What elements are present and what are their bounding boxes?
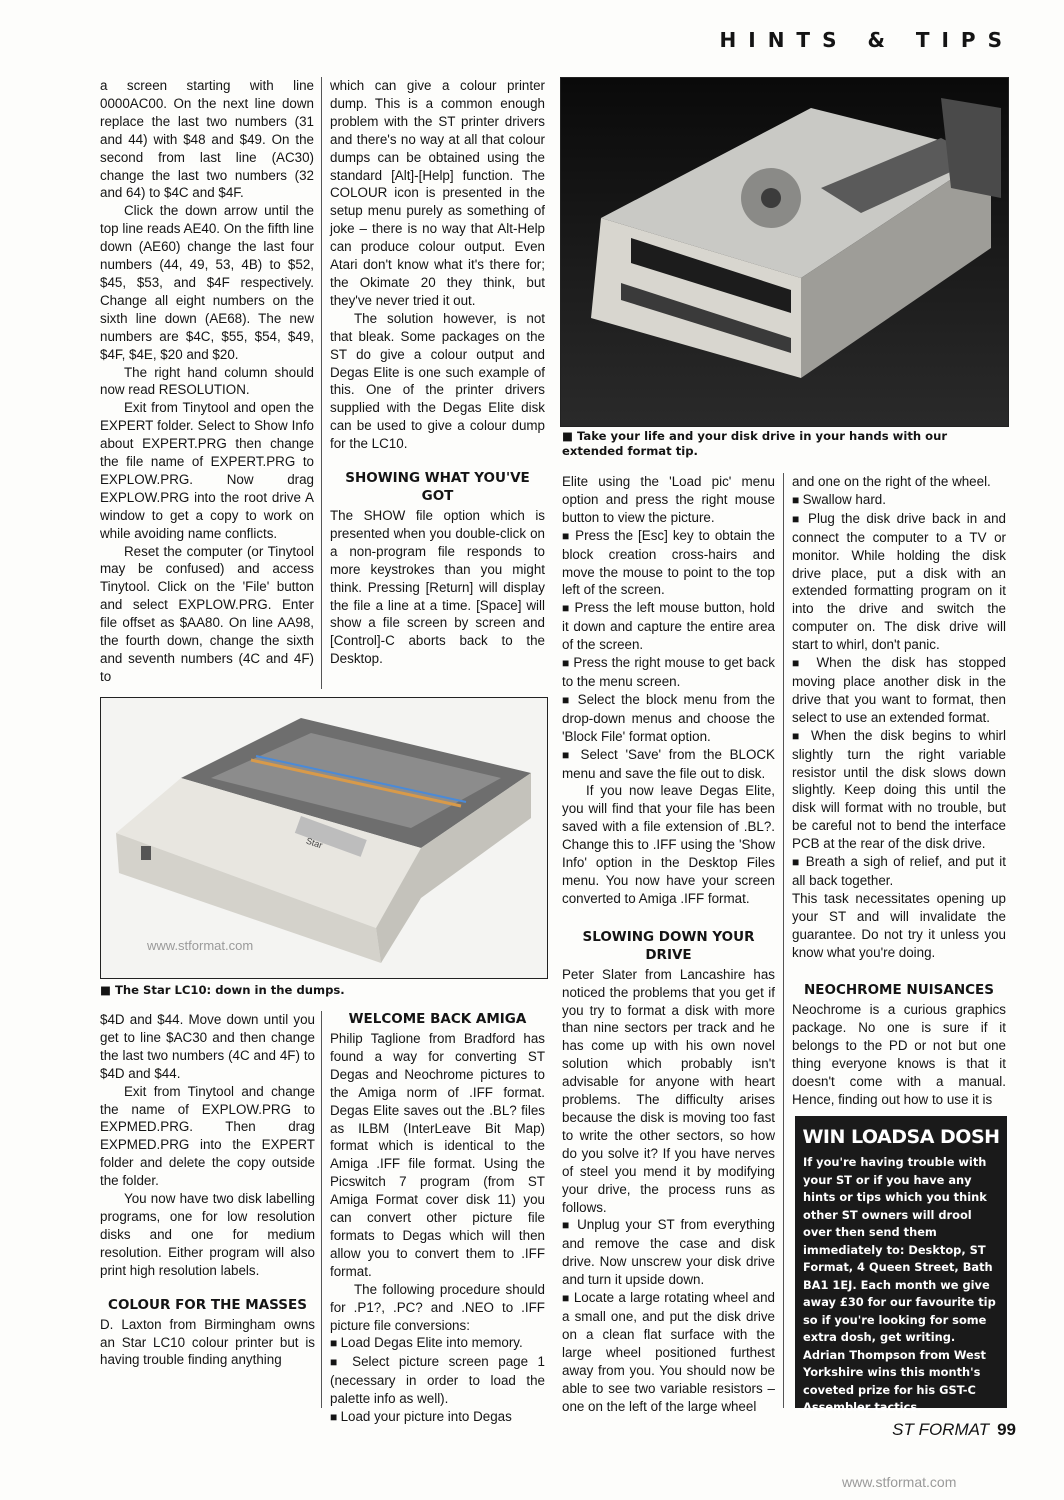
column-rule xyxy=(321,77,322,689)
section-heading: SHOWING WHAT YOU'VE GOT xyxy=(345,470,530,505)
printer-brand: Star xyxy=(304,835,324,851)
bullet-item: ■ Select picture screen page 1 (necessary in order to load the palette info as well). xyxy=(330,1353,545,1408)
disk-drive-image xyxy=(561,78,1008,426)
bullet-item: ■ When the disk begins to whirl slightly turn the right variable resistor until the disk slows down slightly. Keep doing this until the disk will format with no trouble, but be careful not to bend the interface PCB at the rear of the disk drive. xyxy=(792,727,1006,853)
bullet-item: ■ Press the left mouse button, hold it down and capture the entire area of the screen. xyxy=(562,599,775,654)
footer-watermark: www.stformat.com xyxy=(842,1474,957,1490)
bullet-item: ■ Swallow hard. xyxy=(792,491,1006,510)
column-rule xyxy=(321,1011,322,1408)
paragraph: Elite using the 'Load pic' menu option and press the right mouse button to view the picture. xyxy=(562,474,775,525)
bullet-item: ■ Press the right mouse to get back to the menu screen. xyxy=(562,654,775,691)
paragraph: D. Laxton from Birmingham owns an Star LC10 colour printer but is having trouble finding anything xyxy=(100,1316,315,1368)
article-column-3 xyxy=(562,473,775,1415)
bullet-item: ■ Load Degas Elite into memory. xyxy=(330,1334,545,1353)
paragraph: Neochrome is a curious graphics package. No one is sure if it belongs to the PD or not but one thing everyone knows is that it doesn't come with a manual. Hence, finding out how to use it is xyxy=(792,1002,1006,1107)
article-column-2 xyxy=(330,77,545,668)
article-column-1 xyxy=(100,77,314,686)
competition-title: WIN LOADSA DOSH xyxy=(802,1126,1000,1148)
paragraph: If you now leave Degas Elite, you will find that your file has been saved with a file extension of .BL?. Change this to .IFF using the 'Show Info' option in the Desktop Files menu. You now have your screen converted to Amiga .IFF format. xyxy=(562,783,775,906)
watermark: www.stformat.com xyxy=(147,938,254,953)
paragraph: Peter Slater from Lancashire has noticed the problems that you get if you try to format a disk with more than nine sectors per track and he has come up with his own novel solution which probably isn't advisable for anyone with heart problems. The difficulty arises because the disk is moving too fast to write the other sectors, so how do you solve it? If you have nerves of steel you mend it by modifying your drive, the process runs as follows. xyxy=(562,966,775,1215)
bullet-item: ■ When the disk has stopped moving place another disk in the drive that you want to format, then select to use an extended format. xyxy=(792,654,1006,727)
paragraph: The SHOW file option which is presented when you double-click on a non-program file responds to more keystrokes than you might think. Pressing [Return] will display the file a line at a time. [Space] will show a file screen by screen and [Control]-C aborts back to the Desktop. xyxy=(330,508,545,667)
article-column-4 xyxy=(792,473,1006,1109)
column-rule xyxy=(783,473,784,1408)
bullet-item: ■ Select 'Save' from the BLOCK menu and save the file out to disk. xyxy=(562,746,775,783)
paragraph: a screen starting with line 0000AC00. On the next line down replace the last two numbers (31 and 44) with $48 and $49. On the second from last line (AC30) change the last two numbers (32 and 64) to $4C and $4F. xyxy=(100,78,314,201)
page-number: 99 xyxy=(997,1420,1016,1439)
paragraph: which can give a colour printer dump. This is a common enough problem with the ST printer drivers and there's no way at all that colour dumps can be obtained using the standard [Alt]-[Help] function. The COLOUR icon is presented in the setup menu purely as something of joke – there is no way that Alt-Help can produce colour output. Even Atari don't know what it's there for; the Okimate 20 they think, but they've never tried it out. xyxy=(330,78,545,308)
article-column-1-bottom xyxy=(100,1011,315,1369)
paragraph: Exit from Tinytool and change the name of EXPLOW.PRG to EXPMED.PRG. Then drag EXPMED.PRG into the EXPERT folder and delete the copy outside the folder. xyxy=(100,1083,315,1189)
bullet-item: ■ Unplug your ST from everything and remove the case and disk drive. Now unscrew your disk drive and turn it upside down. xyxy=(562,1216,775,1289)
paragraph: The solution however, is not that bleak. Some packages on the ST do give a colour output and Degas Elite is one such example of this. One of the printer drivers supplied with the Degas Elite disk can be used to give a colour dump for the LC10. xyxy=(330,310,545,452)
bullet-item: ■ Breath a sigh of relief, and put it all back together. xyxy=(792,853,1006,890)
printer-image xyxy=(101,698,547,978)
drive-photo-caption: ■ Take your life and your disk drive in your hands with our extended format tip. xyxy=(562,429,1007,459)
magazine-name: ST FORMAT xyxy=(892,1420,990,1439)
paragraph: Exit from Tinytool and open the EXPERT folder. Select to Show Info about EXPERT.PRG then change the file name of EXPERT.PRG to EXPLOW.PRG. Now drag EXPLOW.PRG into the root drive A window to get a copy to work on while avoiding name conflicts. xyxy=(100,400,314,541)
paragraph: Philip Taglione from Bradford has found a way for converting ST Degas and Neochrome pictures to the Amiga norm of .IFF format. Degas Elite saves out the .BL? files as ILBM (InterLeave Bit Map) format which is identical to the Amiga .IFF file format. Using the Picswitch 7 program (from ST Amiga Format cover disk 11) you can convert other picture file formats to Degas which will then allow you to convert them to .IFF format. xyxy=(330,1031,545,1279)
page-footer xyxy=(892,1420,1016,1440)
bullet-item: ■ Load your picture into Degas xyxy=(330,1408,545,1427)
section-heading: NEOCHROME NUISANCES xyxy=(803,982,995,999)
paragraph: You now have two disk labelling programs, one for low resolution disks and one for medium resolution. Either program will also print high resolution labels. xyxy=(100,1191,315,1278)
paragraph: The following procedure should for .P1?, .PC? and .NEO to .IFF picture file conversions: xyxy=(330,1281,545,1333)
bullet-item: ■ Plug the disk drive back in and connect the computer to a TV or monitor. While holding the disk drive place, put a disk with an extended formatting program on it into the drive and switch the computer on. The disk drive will start to whirl, don't panic. xyxy=(792,510,1006,654)
paragraph: This task necessitates opening up your ST and will invalidate the guarantee. Do not try it unless you know what you're doing. xyxy=(792,890,1006,960)
paragraph: and one on the right of the wheel. xyxy=(792,474,991,489)
article-column-2-bottom xyxy=(330,1008,545,1427)
competition-text: If you're having trouble with your ST or if you have any hints or tips which you think other ST owners will drool over then send them immediately to: Desktop, ST Format, 4 Queen Street, Bath BA1 1EJ. Each month we give away £30 for our favourite tip so if you're looking for some extra dosh, get writing. Adrian Thompson from West Yorkshire wins this month's coveted prize for his GST-C Assembler tactics. xyxy=(803,1155,996,1414)
section-heading: SLOWING DOWN YOUR DRIVE xyxy=(582,928,755,963)
competition-box xyxy=(795,1116,1007,1414)
disk-drive-photo xyxy=(560,77,1009,427)
printer-photo-caption: ■ The Star LC10: down in the dumps. xyxy=(100,983,546,998)
printer-photo xyxy=(100,697,548,979)
paragraph: Click the down arrow until the top line reads AE40. On the fifth line down (AE60) change the last four numbers (44, 49, 53, 4B) to $52, $45, $53, and $4F respectively. Change all eight numbers on the sixth line down (AE68). The new numbers are $4C, $55, $54, $49, $4F, $4E, $20 and $20. xyxy=(100,203,314,362)
paragraph: $4D and $44. Move down until you get to line $AC30 and then change the last two numbers (4C and 4F) to $4D and $44. xyxy=(100,1012,315,1081)
bullet-item: ■ Select the block menu from the drop-down menus and choose the 'Block File' format option. xyxy=(562,691,775,746)
paragraph: Reset the computer (or Tinytool may be confused) and access Tinytool. Click on the 'File' button and select EXPLOW.PRG. Enter file offset as $AA80. On line AA98, the fourth down, change the sixth and seventh numbers (4C and 4F) to xyxy=(100,543,314,684)
bullet-item: ■ Locate a large rotating wheel and a small one, and put the disk drive on a clean flat surface with the large wheel positioned furthest away from you. You should now be able to see two variable resistors – one on the left of the large wheel xyxy=(562,1289,775,1415)
bullet-item: ■ Press the [Esc] key to obtain the block creation cross-hairs and move the mouse to point to the top left of the screen. xyxy=(562,527,775,600)
section-heading: WELCOME BACK AMIGA xyxy=(348,1011,527,1027)
section-header: HINTS & TIPS xyxy=(719,28,1014,52)
paragraph: The right hand column should now read RESOLUTION. xyxy=(100,364,314,398)
section-heading: COLOUR FOR THE MASSES xyxy=(108,1296,307,1313)
